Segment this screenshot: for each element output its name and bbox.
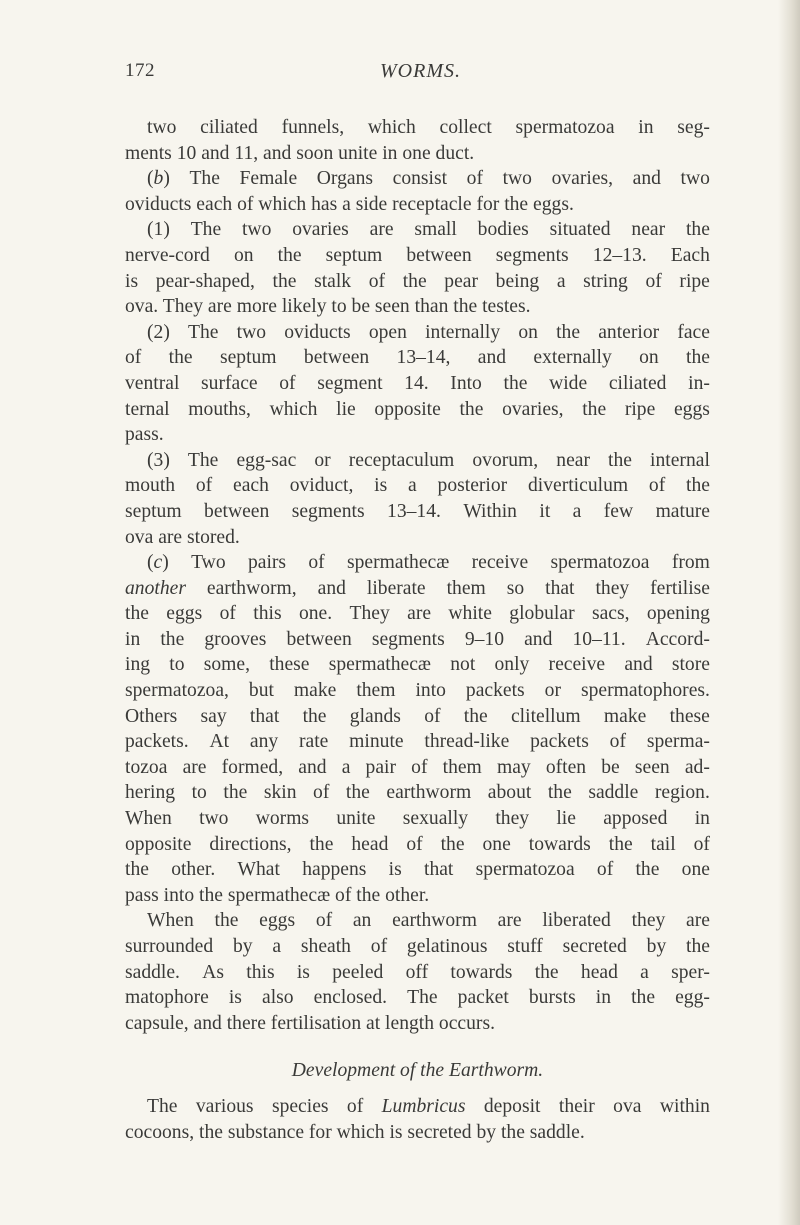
text-line: (3) The egg-sac or receptaculum ovorum, near the internal (147, 449, 710, 471)
text-line: (b) The Female Organs consist of two ovaries, and two (147, 168, 710, 190)
page-edge-shadow (778, 0, 800, 1225)
text-line: the eggs of this one. They are white globular sacs, opening (125, 603, 710, 625)
page-header (125, 60, 710, 90)
text-line: two ciliated funnels, which collect spermatozoa in seg- (147, 117, 710, 138)
text-line: tozoa are formed, and a pair of them may often be seen ad- (125, 756, 710, 778)
text-line: opposite directions, the head of the one towards the tail of (125, 833, 710, 855)
text-line: oviducts each of which has a side receptacle for the eggs. (125, 193, 574, 215)
text-line: nerve-cord on the septum between segments 12–13. Each (125, 244, 710, 266)
page-number: 172 (125, 60, 155, 81)
section-heading: Development of the Earthworm. (291, 1060, 544, 1082)
text-line: saddle. As this is peeled off towards the head a sper- (125, 961, 710, 983)
text-line: packets. At any rate minute thread-like packets of sperma- (125, 731, 710, 753)
text-line: spermatozoa, but make them into packets or spermatophores. (125, 680, 710, 702)
text-line: pass. (125, 424, 164, 446)
text-line: matophore is also enclosed. The packet bursts in the egg- (125, 987, 710, 1009)
text-line: ing to some, these spermathecæ not only receive and store (125, 654, 710, 676)
body-text (125, 115, 710, 1145)
text-line: ments 10 and 11, and soon unite in one duct. (125, 142, 475, 164)
text-line: The various species of Lumbricus deposit their ova within (147, 1095, 710, 1117)
text-line: (c) Two pairs of spermathecæ receive spermatozoa from (147, 552, 710, 574)
text-line: (2) The two oviducts open internally on the anterior face (147, 321, 710, 343)
text-line: hering to the skin of the earthworm about the saddle region. (125, 782, 710, 804)
text-line: (1) The two ovaries are small bodies situated near the (147, 219, 710, 241)
text-line: pass into the spermathecæ of the other. (125, 884, 430, 906)
text-line: is pear-shaped, the stalk of the pear being a string of ripe (125, 270, 710, 292)
text-line: ternal mouths, which lie opposite the ovaries, the ripe eggs (125, 398, 710, 420)
text-line: When two worms unite sexually they lie apposed in (125, 808, 710, 830)
text-line: Others say that the glands of the clitellum make these (125, 705, 710, 727)
text-line: capsule, and there fertilisation at length occurs. (125, 1012, 495, 1034)
text-line: ova. They are more likely to be seen than the testes. (125, 296, 531, 318)
text-line: in the grooves between segments 9–10 and 10–11. Accord- (125, 628, 710, 650)
text-line: septum between segments 13–14. Within it a few mature (125, 500, 710, 522)
text-line: of the septum between 13–14, and externally on the (125, 347, 710, 369)
text-line: the other. What happens is that spermatozoa of the one (125, 859, 710, 881)
text-line: surrounded by a sheath of gelatinous stuff secreted by the (125, 936, 710, 957)
text-line: mouth of each oviduct, is a posterior diverticulum of the (125, 475, 710, 497)
text-line: ventral surface of segment 14. Into the wide ciliated in- (125, 372, 710, 394)
text-line: When the eggs of an earthworm are liberated they are (147, 910, 710, 932)
running-head: WORMS. (380, 60, 461, 82)
text-line: another earthworm, and liberate them so that they fertilise (125, 577, 710, 599)
text-line: ova are stored. (125, 526, 240, 548)
text-line: cocoons, the substance for which is secreted by the saddle. (125, 1121, 585, 1143)
